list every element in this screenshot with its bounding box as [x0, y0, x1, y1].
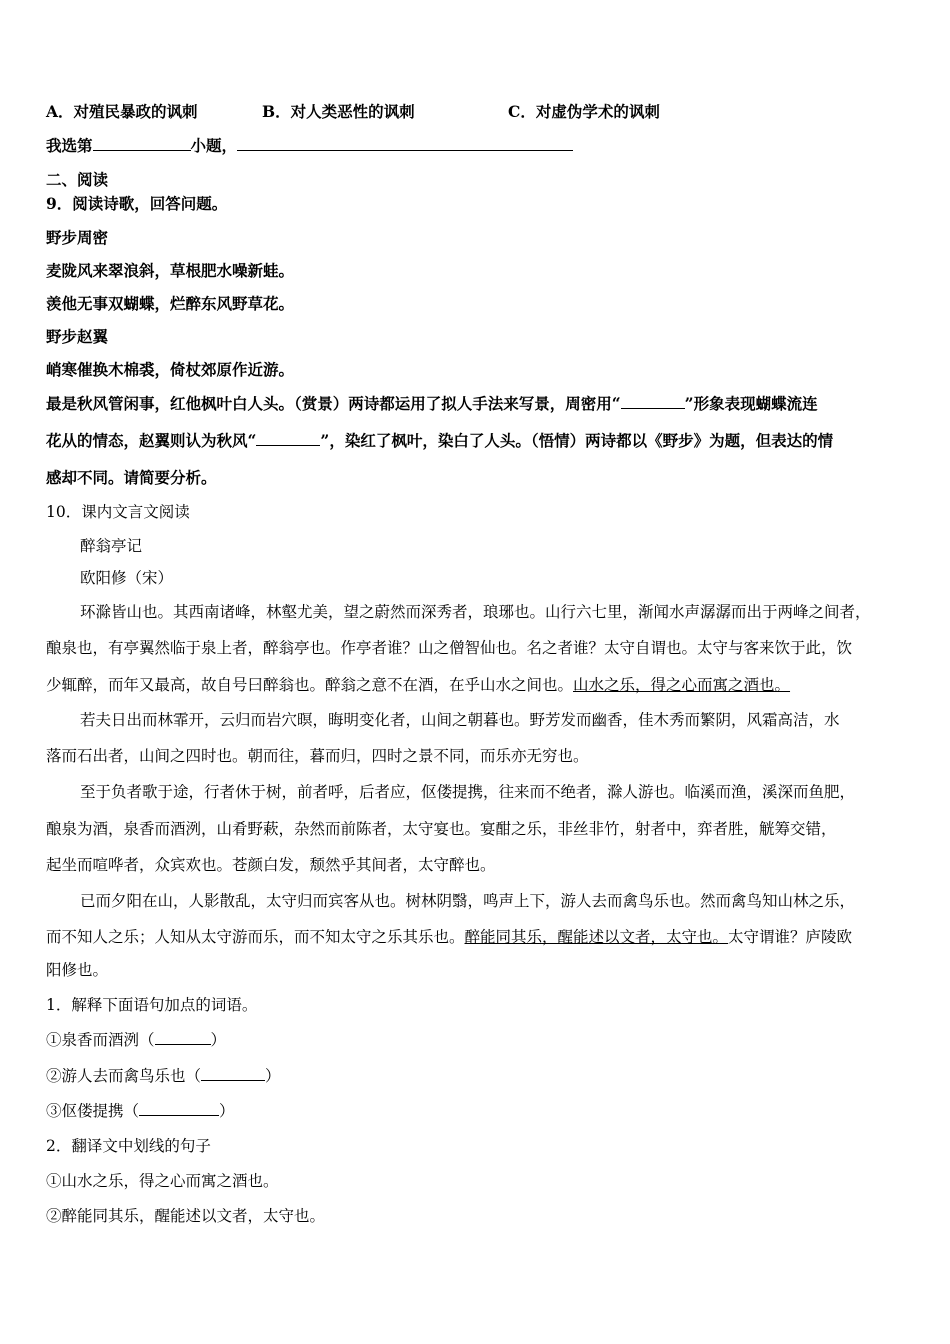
choose-line [46, 136, 573, 156]
subq2-item2: ②醉能同其乐，醒能述以文者，太守也。 [46, 1207, 326, 1225]
poem1-title: 野步周密 [46, 228, 109, 247]
q9-question-line1 [46, 394, 818, 414]
answer-blank[interactable] [201, 1066, 265, 1081]
text: ”形象表现蝴蝶流连 [684, 394, 818, 413]
q9-question-line3: 感却不同。请简要分析。 [46, 468, 217, 487]
answer-blank[interactable] [139, 1101, 219, 1116]
p1-line1: 环滁皆山也。其西南诸峰，林壑尤美，望之蔚然而深秀者，琅琊也。山行六七里，渐闻水声潺潺而出于两峰之间者， [80, 603, 871, 621]
p1-line2: 酿泉也，有亭翼然临于泉上者，醉翁亭也。作亭者谁？山之僧智仙也。名之者谁？太守自谓也。太守与客来饮于此，饮 [46, 639, 853, 657]
option-c: C．对虚伪学术的讽刺 [508, 102, 660, 121]
blank-1[interactable] [621, 394, 685, 409]
text: ） [210, 1031, 227, 1049]
text: 而不知人之乐；人知从太守游而乐，而不知太守之乐其乐也。 [46, 928, 465, 946]
text: ②游人去而禽鸟乐也（ [46, 1067, 202, 1085]
section-heading: 二、阅读 [46, 170, 109, 189]
poem2-title: 野步赵翼 [46, 327, 109, 346]
poem1-line2: 羡他无事双蝴蝶，烂醉东风野草花。 [46, 294, 295, 313]
q10-title: 10．课内文言文阅读 [46, 503, 190, 521]
text: 太守谓谁？庐陵欧 [728, 928, 853, 946]
p2-line1: 若夫日出而林霏开，云归而岩穴暝，晦明变化者，山间之朝暮也。野芳发而幽香，佳木秀而繁阴，风霜高洁，水 [80, 711, 840, 729]
text: ”，染红了枫叶，染白了人头。（悟情）两诗都以《野步》为题，但表达的情 [320, 431, 834, 450]
answer-blank[interactable] [237, 136, 573, 151]
option-b: B．对人类恶性的讽刺 [262, 102, 415, 121]
text: ①泉香而酒洌（ [46, 1031, 155, 1049]
choose-mid: 小题， [190, 136, 238, 155]
subq2-item1: ①山水之乐，得之心而寓之酒也。 [46, 1172, 279, 1190]
p3-line1: 至于负者歌于途，行者休于树，前者呼，后者应，伛偻提携，往来而不绝者，滁人游也。临溪而渔，溪深而鱼肥， [80, 783, 856, 801]
underlined-sentence-2: 醉能同其乐，醒能述以文者，太守也。 [464, 928, 729, 946]
poem1-line1: 麦陇风来翠浪斜，草根肥水噪新蛙。 [46, 261, 295, 280]
poem2-line1: 峭寒催换木棉裘，倚杖郊原作近游。 [46, 360, 295, 379]
p3-line2: 酿泉为酒，泉香而酒洌，山肴野蔌，杂然而前陈者，太守宴也。宴酣之乐，非丝非竹，射者中，弈者胜，觥筹交错， [46, 820, 837, 838]
p4-line1: 已而夕阳在山，人影散乱，太守归而宾客从也。树林阴翳，鸣声上下，游人去而禽鸟乐也。然而禽鸟知山林之乐， [80, 892, 856, 910]
p1-line3 [46, 675, 790, 695]
underlined-sentence-1: 山水之乐，得之心而寓之酒也。 [573, 676, 791, 694]
subq2-title: 2．翻译文中划线的句子 [46, 1137, 211, 1155]
answer-blank[interactable] [155, 1030, 211, 1045]
text: 少辄醉，而年又最高，故自号曰醉翁也。醉翁之意不在酒，在乎山水之间也。 [46, 676, 574, 694]
p4-line2 [46, 927, 852, 947]
question-number-blank[interactable] [93, 136, 191, 151]
essay-title: 醉翁亭记 [80, 537, 143, 555]
text: ） [265, 1067, 281, 1085]
p3-line3: 起坐而喧哗者，众宾欢也。苍颜白发，颓然乎其间者，太守醉也。 [46, 856, 496, 874]
subq1-title: 1．解释下面语句加点的词语。 [46, 996, 258, 1014]
blank-2[interactable] [256, 431, 320, 446]
p2-line2: 落而石出者，山间之四时也。朝而往，暮而归，四时之景不同，而乐亦无穷也。 [46, 747, 589, 765]
text: ） [219, 1102, 235, 1120]
subq1-item2 [46, 1066, 281, 1086]
option-a: A．对殖民暴政的讽刺 [46, 102, 198, 121]
text: 最是秋风管闲事，红他枫叶白人头。（赏景）两诗都运用了拟人手法来写景，周密用“ [46, 394, 621, 413]
choose-prefix: 我选第 [46, 136, 93, 155]
q9-title: 9．阅读诗歌，回答问题。 [46, 194, 228, 213]
text: ③伛偻提携（ [46, 1102, 140, 1120]
p4-line3: 阳修也。 [46, 961, 109, 979]
subq1-item3 [46, 1101, 235, 1121]
q9-question-line2 [46, 431, 833, 451]
subq1-item1 [46, 1030, 226, 1050]
essay-author: 欧阳修（宋） [80, 569, 174, 587]
text: 花从的情态，赵翼则认为秋风“ [46, 431, 257, 450]
